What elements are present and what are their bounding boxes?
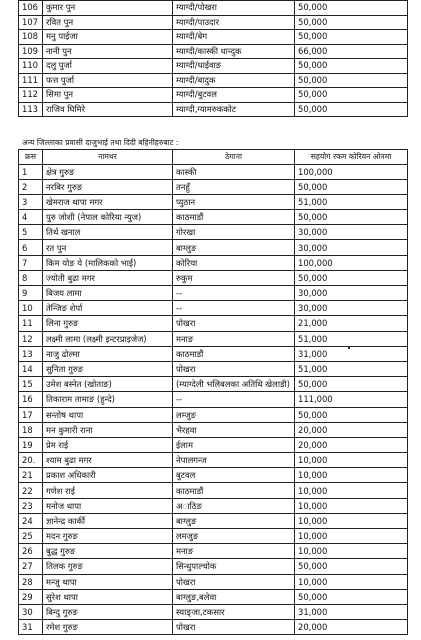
cell-serial: 16 bbox=[19, 392, 43, 407]
cell-name: उमेश बस्नेत (खोताङ) bbox=[43, 377, 173, 392]
cell-serial: 106 bbox=[19, 1, 43, 16]
cell-name: खेमराज थापा मगर bbox=[43, 194, 173, 209]
cell-address: बाग्लुङ,बलेवा bbox=[173, 589, 295, 604]
table-row bbox=[19, 210, 408, 225]
cell-address: स्याङ्जा,टकसार bbox=[173, 604, 295, 619]
cell-address: म्याग्दी/बुटवल bbox=[173, 88, 295, 103]
cell-address: बुटवल bbox=[173, 468, 295, 483]
cell-address: म्याग्दी/धाईवाङ bbox=[173, 59, 295, 74]
cell-serial: 107 bbox=[19, 15, 43, 30]
cell-amount: 51,000 bbox=[295, 361, 408, 376]
header-amount: सहयोग रकम कोरियन ओनमा bbox=[295, 150, 408, 165]
table-row bbox=[19, 544, 408, 559]
cell-serial: 108 bbox=[19, 30, 43, 45]
cell-amount: 50,000 bbox=[295, 102, 408, 117]
cell-address: -- bbox=[173, 392, 295, 407]
cell-address: म्याग्दी,ग्यामरुककोट bbox=[173, 102, 295, 117]
cell-serial: 3 bbox=[19, 194, 43, 209]
cell-amount: 50,000 bbox=[295, 377, 408, 392]
scan-speck bbox=[348, 346, 350, 349]
cell-address: -- bbox=[173, 286, 295, 301]
table-row bbox=[19, 270, 408, 285]
cell-serial: 18 bbox=[19, 422, 43, 437]
cell-serial: 19 bbox=[19, 437, 43, 452]
cell-name: लक्ष्मी लामा (लक्ष्मी इन्टरप्राइजेज) bbox=[43, 331, 173, 346]
cell-amount: 50,000 bbox=[295, 1, 408, 16]
table-row bbox=[19, 301, 408, 316]
cell-name: रत पुन bbox=[43, 240, 173, 255]
cell-serial: 30 bbox=[19, 604, 43, 619]
cell-address: बाग्लुङ bbox=[173, 513, 295, 528]
cell-amount: 50,000 bbox=[295, 407, 408, 422]
cell-address: (म्याग्देली भलिबलका अतिथि खेलाडी) bbox=[173, 377, 295, 392]
cell-serial: 1 bbox=[19, 164, 43, 179]
cell-amount: 66,000 bbox=[295, 44, 408, 59]
cell-serial: 10 bbox=[19, 301, 43, 316]
table-row bbox=[19, 179, 408, 194]
cell-amount: 51,000 bbox=[295, 194, 408, 209]
cell-amount: 111,000 bbox=[295, 392, 408, 407]
cell-name: तिर्थ खनाल bbox=[43, 225, 173, 240]
cell-amount: 21,000 bbox=[295, 316, 408, 331]
cell-amount: 10,000 bbox=[295, 453, 408, 468]
cell-serial: 12 bbox=[19, 331, 43, 346]
table-row bbox=[19, 194, 408, 209]
cell-address: पोखरा bbox=[173, 361, 295, 376]
cell-name: राजिव घिमिरे bbox=[43, 102, 173, 117]
cell-name: मन्जु थापा bbox=[43, 574, 173, 589]
cell-amount: 50,000 bbox=[295, 559, 408, 574]
cell-serial: 4 bbox=[19, 210, 43, 225]
cell-amount: 100,000 bbox=[295, 255, 408, 270]
table-row bbox=[19, 331, 408, 346]
cell-address: म्याग्दी/पोखरा bbox=[173, 1, 295, 16]
cell-serial: 7 bbox=[19, 255, 43, 270]
cell-name: तिलक गुरुङ bbox=[43, 559, 173, 574]
cell-name: प्रकाश अधिकारी bbox=[43, 468, 173, 483]
table-row bbox=[19, 240, 408, 255]
cell-address: नेपालगन्ज bbox=[173, 453, 295, 468]
cell-address: म्याग्दी/बादुक bbox=[173, 73, 295, 88]
cell-serial: 22 bbox=[19, 483, 43, 498]
cell-amount: 50,000 bbox=[295, 73, 408, 88]
table-row bbox=[19, 392, 408, 407]
cell-serial: 15 bbox=[19, 377, 43, 392]
cell-amount: 30,000 bbox=[295, 240, 408, 255]
cell-address: प्युठान bbox=[173, 194, 295, 209]
cell-serial: 2 bbox=[19, 179, 43, 194]
cell-serial: 14 bbox=[19, 361, 43, 376]
cell-address: सिन्धुपाल्चोक bbox=[173, 559, 295, 574]
cell-name: बिजय लामा bbox=[43, 286, 173, 301]
cell-address: अाठिङ bbox=[173, 498, 295, 513]
table-row bbox=[19, 422, 408, 437]
cell-address: कोरिया bbox=[173, 255, 295, 270]
cell-address: काठमाडौं bbox=[173, 483, 295, 498]
cell-address: काठमाडौं bbox=[173, 210, 295, 225]
cell-amount: 10,000 bbox=[295, 544, 408, 559]
donor-table-other-districts bbox=[18, 149, 408, 635]
cell-amount: 51,000 bbox=[295, 331, 408, 346]
cell-amount: 20,000 bbox=[295, 620, 408, 635]
table-row bbox=[19, 453, 408, 468]
table-row bbox=[19, 589, 408, 604]
cell-amount: 50,000 bbox=[295, 179, 408, 194]
cell-serial: 110 bbox=[19, 59, 43, 74]
cell-name: क्षेत्र गुरुङ bbox=[43, 164, 173, 179]
cell-serial: 6 bbox=[19, 240, 43, 255]
table-row bbox=[19, 73, 408, 88]
cell-name: कुमार पुन bbox=[43, 1, 173, 16]
cell-name: मनु पाईजा bbox=[43, 30, 173, 45]
cell-amount: 10,000 bbox=[295, 513, 408, 528]
cell-name: मदन गुरुङ bbox=[43, 529, 173, 544]
cell-amount: 10,000 bbox=[295, 483, 408, 498]
cell-amount: 10,000 bbox=[295, 468, 408, 483]
cell-serial: 27 bbox=[19, 559, 43, 574]
cell-address: कास्की bbox=[173, 164, 295, 179]
cell-address: काठमाडौं bbox=[173, 346, 295, 361]
cell-name: तिकाराम तामाङ (हुन्दे) bbox=[43, 392, 173, 407]
cell-name: नरबिर गुरुङ bbox=[43, 179, 173, 194]
cell-amount: 31,000 bbox=[295, 604, 408, 619]
cell-address: मनाङ bbox=[173, 331, 295, 346]
cell-name: रवित पुन bbox=[43, 15, 173, 30]
cell-amount: 20,000 bbox=[295, 437, 408, 452]
table-row bbox=[19, 559, 408, 574]
cell-amount: 50,000 bbox=[295, 589, 408, 604]
header-address: ठेगाना bbox=[173, 150, 295, 165]
cell-serial: 26 bbox=[19, 544, 43, 559]
cell-address: पोखरा bbox=[173, 620, 295, 635]
table-row bbox=[19, 574, 408, 589]
cell-name: फत्त पुर्जा bbox=[43, 73, 173, 88]
cell-amount: 30,000 bbox=[295, 225, 408, 240]
cell-name: रमेश गुरुङ bbox=[43, 620, 173, 635]
table-row bbox=[19, 286, 408, 301]
cell-name: तेन्जिङ शेर्पा bbox=[43, 301, 173, 316]
cell-address: म्याग्दी/पाउदार bbox=[173, 15, 295, 30]
cell-serial: 111 bbox=[19, 73, 43, 88]
cell-name: ज्योती बुढा मगर bbox=[43, 270, 173, 285]
cell-name: दलु पुर्जा bbox=[43, 59, 173, 74]
cell-address: म्याग्दी/कास्की धान्दुक bbox=[173, 44, 295, 59]
cell-serial: 29 bbox=[19, 589, 43, 604]
cell-name: किम योङ ये (मालिकको भाई) bbox=[43, 255, 173, 270]
table-row bbox=[19, 225, 408, 240]
cell-name: प्रेम राई bbox=[43, 437, 173, 452]
header-name: नामथर bbox=[43, 150, 173, 165]
cell-serial: 113 bbox=[19, 102, 43, 117]
section-heading: अन्य जिल्लाका प्रवासी दाजुभाई तथा दिदी बहिनीहरुबाट : bbox=[22, 138, 179, 147]
table-row bbox=[19, 498, 408, 513]
cell-address: गोरखा bbox=[173, 225, 295, 240]
cell-name: गणेश राई bbox=[43, 483, 173, 498]
cell-address: म्याग्दी/बेग bbox=[173, 30, 295, 45]
donor-table-continued bbox=[18, 0, 408, 117]
table-row bbox=[19, 377, 408, 392]
cell-serial: 112 bbox=[19, 88, 43, 103]
cell-amount: 50,000 bbox=[295, 210, 408, 225]
cell-address: पोखरा bbox=[173, 316, 295, 331]
cell-amount: 10,000 bbox=[295, 498, 408, 513]
cell-address: लमजुङ bbox=[173, 529, 295, 544]
cell-name: बुद्ध गुरुङ bbox=[43, 544, 173, 559]
cell-amount: 50,000 bbox=[295, 88, 408, 103]
cell-amount: 50,000 bbox=[295, 30, 408, 45]
cell-amount: 100,000 bbox=[295, 164, 408, 179]
cell-name: सन्तोष थापा bbox=[43, 407, 173, 422]
table-row bbox=[19, 59, 408, 74]
cell-serial: 23 bbox=[19, 498, 43, 513]
cell-name: लिना गुरुङ bbox=[43, 316, 173, 331]
cell-amount: 30,000 bbox=[295, 301, 408, 316]
cell-amount: 50,000 bbox=[295, 15, 408, 30]
cell-address: बाग्लुङ bbox=[173, 240, 295, 255]
table-row bbox=[19, 361, 408, 376]
cell-serial: 9 bbox=[19, 286, 43, 301]
cell-serial: 5 bbox=[19, 225, 43, 240]
cell-serial: 8 bbox=[19, 270, 43, 285]
cell-name: सुरेश थापा bbox=[43, 589, 173, 604]
cell-name: मनोज थापा bbox=[43, 498, 173, 513]
cell-address: रुकुम bbox=[173, 270, 295, 285]
cell-name: पुरु जोशी (नेपाल कोरिया न्युज) bbox=[43, 210, 173, 225]
cell-address: मनाङ bbox=[173, 544, 295, 559]
cell-serial: 17 bbox=[19, 407, 43, 422]
cell-name: बिन्दु गुरुङ bbox=[43, 604, 173, 619]
cell-serial: 31 bbox=[19, 620, 43, 635]
cell-address: ईलाम bbox=[173, 437, 295, 452]
table-row bbox=[19, 316, 408, 331]
cell-serial: 24 bbox=[19, 513, 43, 528]
cell-name: सुनिता गुरुङ bbox=[43, 361, 173, 376]
cell-name: मन कुमारी राना bbox=[43, 422, 173, 437]
cell-name: नानी पुन bbox=[43, 44, 173, 59]
table-row bbox=[19, 468, 408, 483]
cell-address: तनहुँ bbox=[173, 179, 295, 194]
table-row bbox=[19, 407, 408, 422]
table-row bbox=[19, 164, 408, 179]
cell-name: नाजु ढोल्मा bbox=[43, 346, 173, 361]
table-row bbox=[19, 620, 408, 635]
table-row bbox=[19, 30, 408, 45]
cell-name: ज्ञानेन्द्र कार्की bbox=[43, 513, 173, 528]
table-row bbox=[19, 604, 408, 619]
table-row bbox=[19, 513, 408, 528]
table-row bbox=[19, 255, 408, 270]
cell-serial: 11 bbox=[19, 316, 43, 331]
cell-amount: 30,000 bbox=[295, 286, 408, 301]
cell-serial: 25 bbox=[19, 529, 43, 544]
table-row bbox=[19, 483, 408, 498]
cell-amount: 50,000 bbox=[295, 59, 408, 74]
table-row bbox=[19, 529, 408, 544]
table-row bbox=[19, 15, 408, 30]
cell-amount: 20,000 bbox=[295, 422, 408, 437]
table-row bbox=[19, 102, 408, 117]
table-header-row bbox=[19, 150, 408, 165]
cell-address: -- bbox=[173, 301, 295, 316]
cell-amount: 50,000 bbox=[295, 270, 408, 285]
cell-address: पोखरा bbox=[173, 574, 295, 589]
cell-amount: 31,000 bbox=[295, 346, 408, 361]
cell-amount: 10,000 bbox=[295, 574, 408, 589]
cell-name: सिमा पुन bbox=[43, 88, 173, 103]
cell-address: भैरहवा bbox=[173, 422, 295, 437]
cell-serial: 20. bbox=[19, 453, 43, 468]
cell-address: लम्जुङ bbox=[173, 407, 295, 422]
cell-name: श्याम बुढा मगर bbox=[43, 453, 173, 468]
table-row bbox=[19, 88, 408, 103]
header-serial: क्रस bbox=[19, 150, 43, 165]
table-row bbox=[19, 44, 408, 59]
cell-amount: 10,000 bbox=[295, 529, 408, 544]
table-row bbox=[19, 437, 408, 452]
cell-serial: 28 bbox=[19, 574, 43, 589]
table-row bbox=[19, 1, 408, 16]
cell-serial: 21 bbox=[19, 468, 43, 483]
cell-serial: 109 bbox=[19, 44, 43, 59]
cell-serial: 13 bbox=[19, 346, 43, 361]
